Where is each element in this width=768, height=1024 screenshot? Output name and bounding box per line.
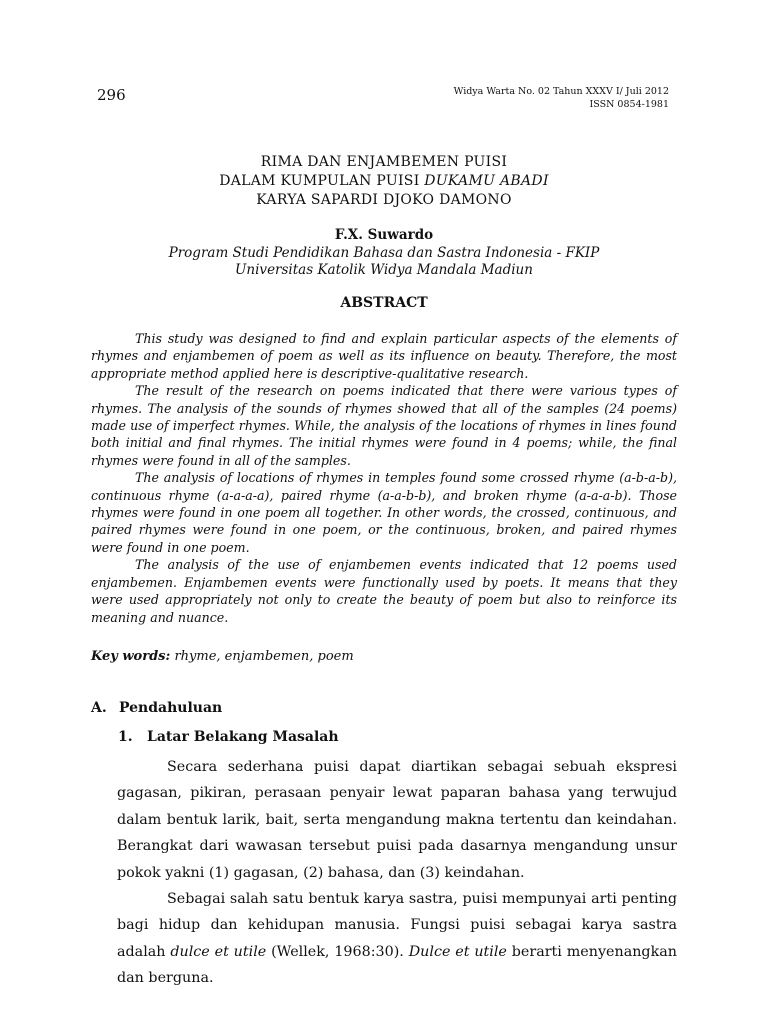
title-line-2 bbox=[0, 172, 768, 191]
subsection-title: Latar Belakang Masalah bbox=[147, 729, 339, 745]
keywords-text: rhyme, enjambemen, poem bbox=[174, 649, 354, 664]
abstract-heading: ABSTRACT bbox=[340, 295, 428, 311]
abstract-paragraph: The analysis of the use of enjambemen events indicated that 12 poems used enjambemen. Enjambemen events were functionally used by poets. It means that they were used appropriately not only to create the beauty of poem but also to reinforce its meaning and nuance. bbox=[91, 557, 677, 625]
page-number: 296 bbox=[97, 86, 126, 104]
author-affiliation-1: Program Studi Pendidikan Bahasa dan Sastra Indonesia - FKIP bbox=[168, 244, 600, 261]
keywords-label: Key words: bbox=[91, 649, 171, 664]
abstract-body bbox=[91, 330, 677, 626]
body-text-run: (Wellek, 1968:30). bbox=[266, 943, 409, 960]
subsection-number: 1. bbox=[118, 729, 133, 745]
abstract-paragraph: The analysis of locations of rhymes in temples found some crossed rhyme (a-b-a-b), continuous rhyme (a-a-a-a), paired rhyme (a-a-b-b), and broken rhyme (a-a-a-b). Those rhymes were found in one poem all together. In other words, the crossed, continuous, and paired rhymes were found in one poem, or the continuous, broken, and paired rhymes were found in one poem. bbox=[91, 470, 677, 555]
body-text-run: Sebagai salah satu bentuk karya sastra, puisi mempunyai arti penting bagi hidup dan kehidupan manusia. Fungsi puisi sebagai karya sastra adalah bbox=[117, 891, 677, 960]
body-text-run: berarti menyenangkan dan berguna. bbox=[117, 943, 677, 987]
keywords bbox=[91, 649, 354, 664]
body-italic-term: Dulce et utile bbox=[408, 943, 507, 960]
author-name: F.X. Suwardo bbox=[334, 227, 434, 243]
body-text bbox=[117, 754, 677, 992]
abstract-paragraph: The result of the research on poems indicated that there were various types of rhymes. The analysis of the sounds of rhymes showed that all of the samples (24 poems) made use of imperfect rhymes. While, the analysis of the locations of rhymes in lines found both initial and final rhymes. The initial rhymes were found in 4 poems; while, the final rhymes were found in all of the samples. bbox=[91, 383, 677, 468]
title-book-name: DUKAMU ABADI bbox=[424, 173, 549, 189]
author-block bbox=[0, 227, 768, 280]
subsection-heading bbox=[118, 729, 339, 745]
section-number: A. bbox=[91, 700, 107, 716]
title-line-2-prefix: DALAM KUMPULAN PUISI bbox=[219, 173, 420, 189]
body-paragraph-1: Secara sederhana puisi dapat diartikan sebagai sebuah ekspresi gagasan, pikiran, perasaan penyair lewat paparan bahasa yang terwujud dalam bentuk larik, bait, serta mengandung makna tertentu dan keindahan. Berangkat dari wawasan tersebut puisi pada dasarnya mengandung unsur pokok yakni (1) gagasan, (2) bahasa, dan (3) keindahan. bbox=[117, 759, 677, 881]
journal-info bbox=[454, 85, 669, 111]
abstract-paragraph: This study was designed to find and explain particular aspects of the elements of rhymes and enjambemen of poem as well as its influence on beauty. Therefore, the most appropriate method applied here is descriptive-qualitative research. bbox=[91, 331, 677, 381]
journal-citation: Widya Warta No. 02 Tahun XXXV I/ Juli 2012 bbox=[453, 86, 669, 97]
title-line-3: KARYA SAPARDI DJOKO DAMONO bbox=[256, 192, 512, 208]
article-title bbox=[0, 153, 768, 210]
section-heading bbox=[91, 700, 222, 716]
title-line-1: RIMA DAN ENJAMBEMEN PUISI bbox=[260, 154, 508, 170]
section-title: Pendahuluan bbox=[119, 700, 223, 716]
author-affiliation-2: Universitas Katolik Widya Mandala Madiun bbox=[235, 262, 533, 278]
body-paragraph-2 bbox=[117, 886, 677, 992]
body-italic-term: dulce et utile bbox=[170, 943, 267, 960]
journal-issn: ISSN 0854-1981 bbox=[589, 99, 669, 110]
